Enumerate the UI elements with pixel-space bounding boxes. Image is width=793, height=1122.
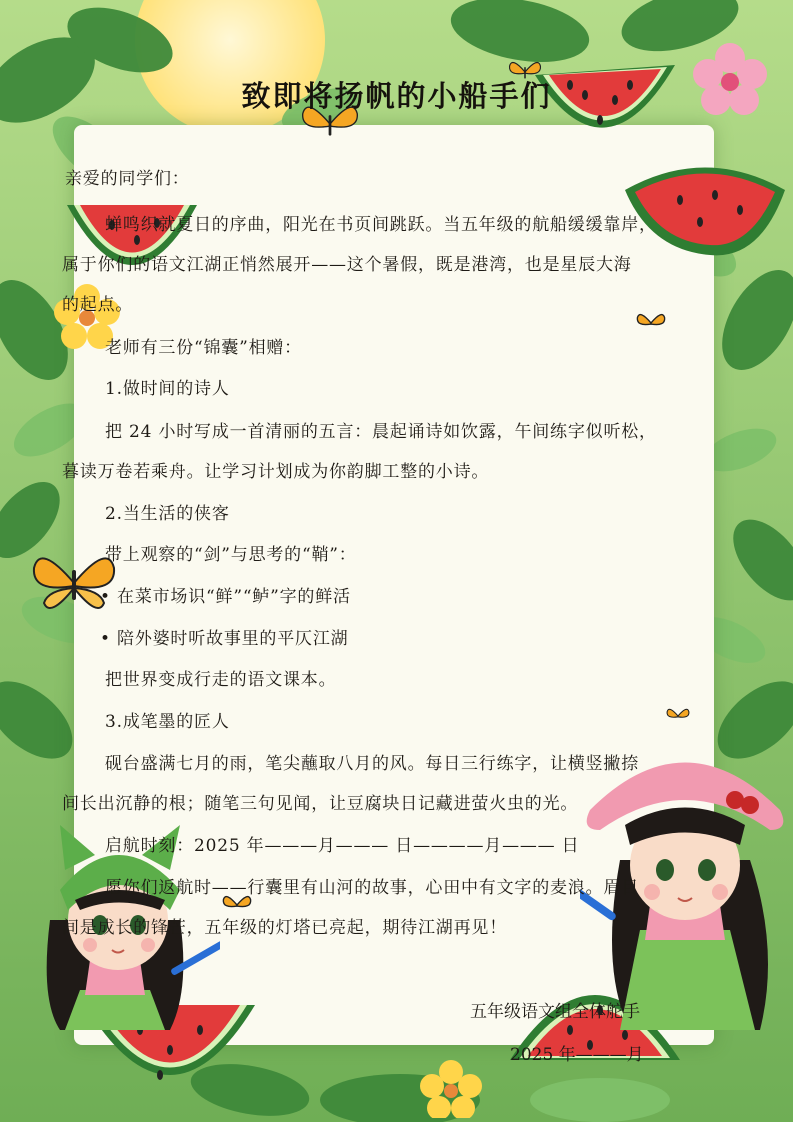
signature-date: 2025 年———月: [510, 1045, 644, 1065]
item1-line-1: 把 24 小时写成一首清丽的五言：晨起诵诗如饮露，午间练字似听松，: [105, 422, 657, 442]
letter-title: 致即将扬帆的小船手们: [241, 79, 552, 113]
item1-line-2: 暮读万卷若乘舟。让学习计划成为你韵脚工整的小诗。: [62, 462, 490, 482]
intro-line-3: 的起点。: [62, 295, 134, 315]
item1-heading: 1.做时间的诗人: [105, 379, 230, 399]
signature: 五年级语文组全体舵手: [470, 1002, 640, 1022]
item3-line-1: 砚台盛满七月的雨，笔尖蘸取八月的风。每日三行练字，让横竖撇捺: [105, 754, 639, 774]
greeting: 亲爱的同学们：: [65, 169, 190, 189]
item2-heading: 2.当生活的侠客: [105, 504, 230, 524]
item3-heading: 3.成笔墨的匠人: [105, 712, 230, 732]
item2-bullet-1: • 在菜市场识“鲜”“鲈”字的鲜活: [100, 587, 351, 607]
wish-line-1: 愿你们返航时——行囊里有山河的故事，心田中有文字的麦浪。眉目: [105, 878, 639, 898]
item2-bullet-2: • 陪外婆时听故事里的平仄江湖: [100, 629, 349, 649]
intro-line-2: 属于你们的语文江湖正悄然展开——这个暑假，既是港湾，也是星辰大海: [62, 255, 632, 275]
gift-intro: 老师有三份“锦囊”相赠：: [105, 338, 302, 358]
item3-line-2: 间长出沉静的根；随笔三句见闻，让豆腐块日记藏进萤火虫的光。: [62, 794, 579, 814]
intro-line-1: 蝉鸣织就夏日的序曲，阳光在书页间跳跃。当五年级的航船缓缓靠岸，: [105, 215, 657, 235]
item2-line-1: 带上观察的“剑”与思考的“鞘”：: [105, 545, 357, 565]
item2-line-2: 把世界变成行走的语文课本。: [105, 670, 337, 690]
departure-date: 启航时刻：2025 年———月——— 日————月——— 日: [105, 836, 580, 856]
wish-line-2: 间是成长的锋芒，五年级的灯塔已亮起，期待江湖再见！: [62, 918, 507, 938]
